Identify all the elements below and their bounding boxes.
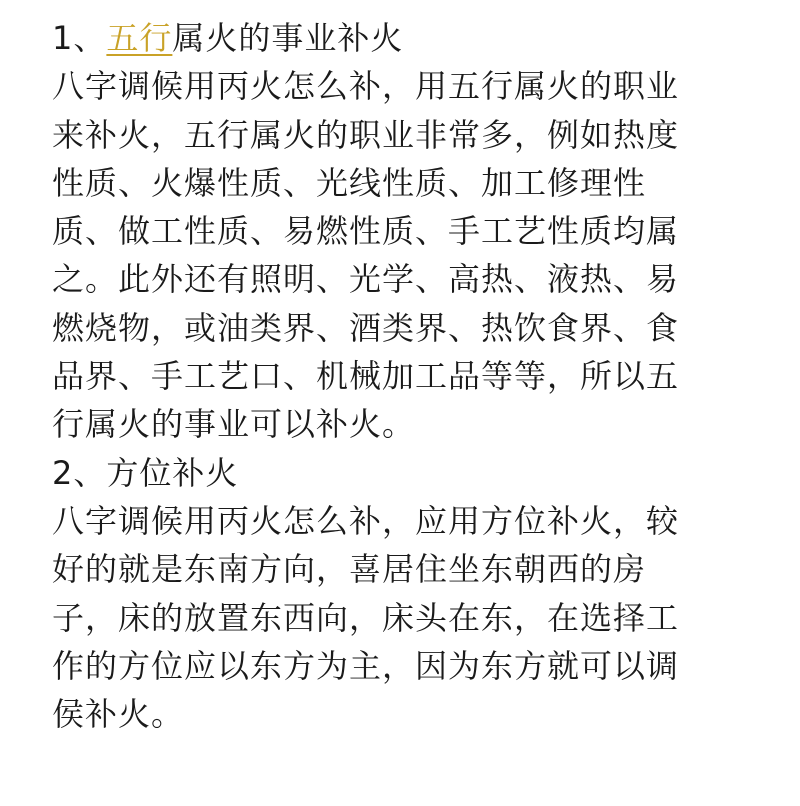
paragraph-line: 燃烧物，或油类界、酒类界、热饮食界、食 [52, 308, 680, 347]
article [52, 14, 752, 738]
paragraph-line: 之。此外还有照明、光学、高热、液热、易 [52, 260, 680, 299]
paragraph-line: 品界、手工艺口、机械加工品等等，所以五 [52, 357, 680, 396]
paragraph-line: 质、做工性质、易燃性质、手工艺性质均属 [52, 212, 680, 251]
paragraph-line: 作的方位应以东方为主，因为东方就可以调 [52, 646, 680, 685]
section-2-number: 2、 [52, 453, 107, 492]
section-1-number: 1、 [52, 19, 107, 57]
wuxing-link[interactable]: 五行 [106, 19, 173, 57]
section-2-heading [52, 449, 752, 497]
paragraph-line: 八字调候用丙火怎么补，应用方位补火，较 [52, 501, 680, 540]
paragraph-line: 行属火的事业可以补火。 [52, 405, 416, 444]
paragraph-line: 子，床的放置东西向，床头在东，在选择工 [52, 598, 680, 637]
paragraph-line: 八字调候用丙火怎么补，用五行属火的职业 [52, 67, 680, 106]
paragraph-line: 好的就是东南方向，喜居住坐东朝西的房 [52, 550, 647, 589]
paragraph-line: 侯补火。 [52, 695, 185, 734]
paragraph-line: 性质、火爆性质、光线性质、加工修理性 [52, 163, 647, 202]
paragraph-line: 来补火，五行属火的职业非常多，例如热度 [52, 115, 680, 154]
section-1-heading [52, 14, 752, 62]
section-1-title: 属火的事业补火 [172, 19, 404, 57]
section-2-title: 方位补火 [106, 453, 239, 492]
